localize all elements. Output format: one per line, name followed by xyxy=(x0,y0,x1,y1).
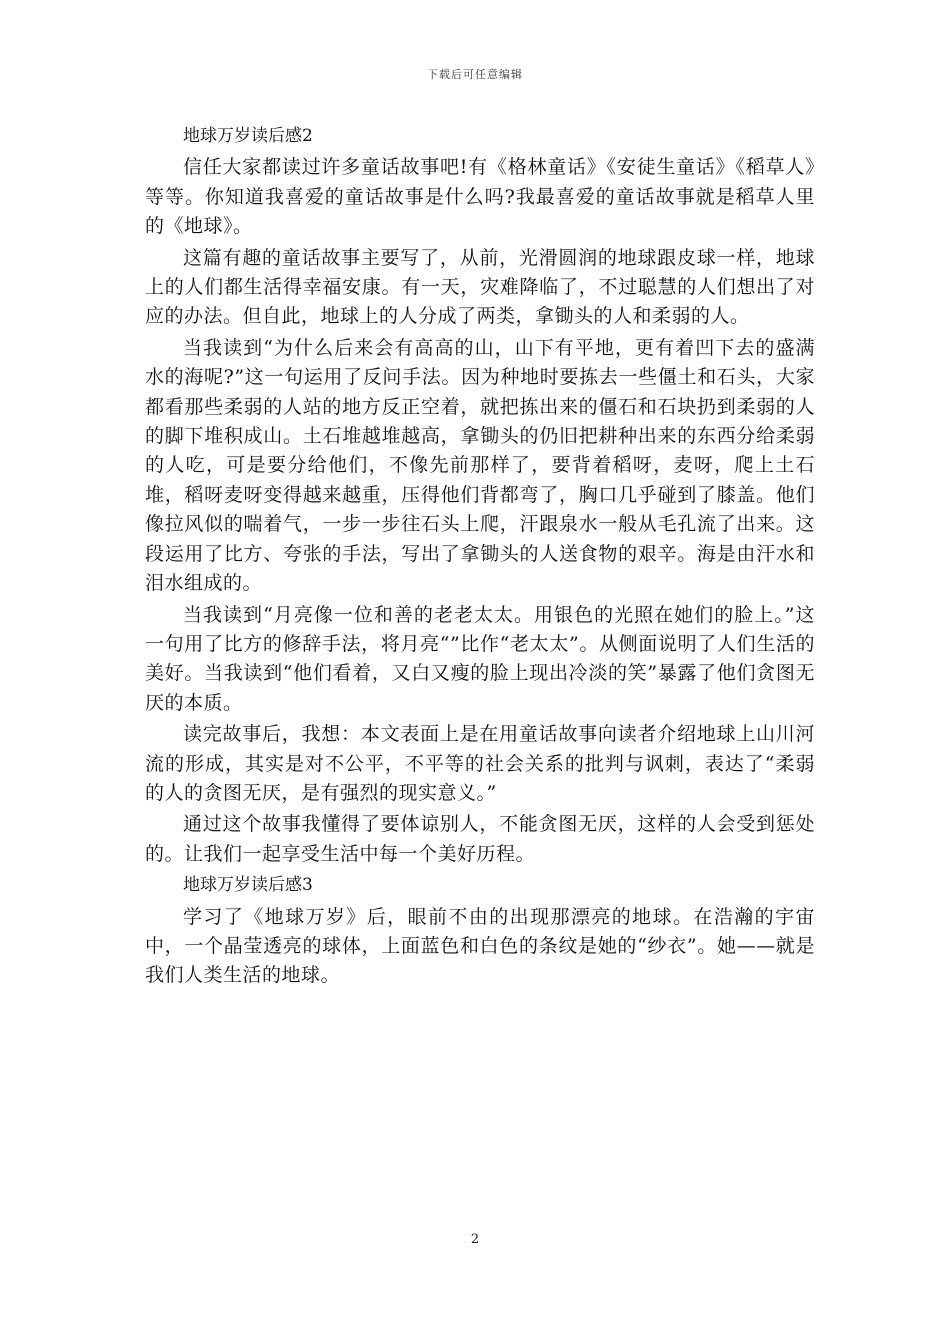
paragraph-6: 通过这个故事我懂得了要体谅别人，不能贪图无厌，这样的人会受到惩处的。让我们一起享受生活中每一个美好历程。 xyxy=(145,813,815,865)
paragraph-3: 当我读到“为什么后来会有高高的山，山下有平地，更有着凹下去的盛满水的海呢?”这一句运用了反问手法。因为种地时要拣去一些僵土和石头，大家都看那些柔弱的人站的地方反正空着，就把拣出来的僵石和石块扔到柔弱的人的脚下堆积成山。土石堆越堆越高，拿锄头的仍旧把耕种出来的东西分给柔弱的人吃，可是要分给他们，不像先前那样了，要背着稻呀，麦呀，爬上土石堆，稻呀麦呀变得越来越重，压得他们背都弯了，胸口几乎碰到了膝盖。他们像拉风似的喘着气，一步一步往石头上爬，汗跟泉水一般从毛孔流了出来。这段运用了比方、夸张的手法，写出了拿锄头的人送食物的艰辛。海是由汗水和泪水组成的。 xyxy=(145,336,815,595)
document-body xyxy=(145,122,815,993)
page-number: 2 xyxy=(470,1232,480,1247)
paragraph-4: 当我读到“月亮像一位和善的老老太太。用银色的光照在她们的脸上。”这一句用了比方的修辞手法，将月亮“”比作“老太太”。从侧面说明了人们生活的美好。当我读到“他们看着，又白又瘦的脸上现出冷淡的笑”暴露了他们贪图无厌的本质。 xyxy=(145,603,815,714)
paragraph-2: 这篇有趣的童话故事主要写了，从前，光滑圆润的地球跟皮球一样，地球上的人们都生活得幸福安康。有一天，灾难降临了，不过聪慧的人们想出了对应的办法。但自此，地球上的人分成了两类，拿锄头的人和柔弱的人。 xyxy=(145,246,815,328)
paragraph-7: 学习了《地球万岁》后，眼前不由的出现那漂亮的地球。在浩瀚的宇宙中，一个晶莹透亮的球体，上面蓝色和白色的条纹是她的“纱衣”。她——就是我们人类生活的地球。 xyxy=(145,905,815,987)
paragraph-5: 读完故事后，我想：本文表面上是在用童话故事向读者介绍地球上山川河流的形成，其实是对不公平，不平等的社会关系的批判与讽刺，表达了“柔弱的人的贪图无厌，是有强烈的现实意义。” xyxy=(145,723,815,804)
page-header: 下载后可任意编辑 xyxy=(427,68,523,81)
section-heading-2: 地球万岁读后感2 xyxy=(183,126,313,146)
paragraph-1: 信任大家都读过许多童话故事吧!有《格林童话》《安徒生童话》《稻草人》等等。你知道我喜爱的童话故事是什么吗?我最喜爱的童话故事就是稻草人里的《地球》。 xyxy=(145,156,815,238)
section-heading-3: 地球万岁读后感3 xyxy=(183,875,313,896)
